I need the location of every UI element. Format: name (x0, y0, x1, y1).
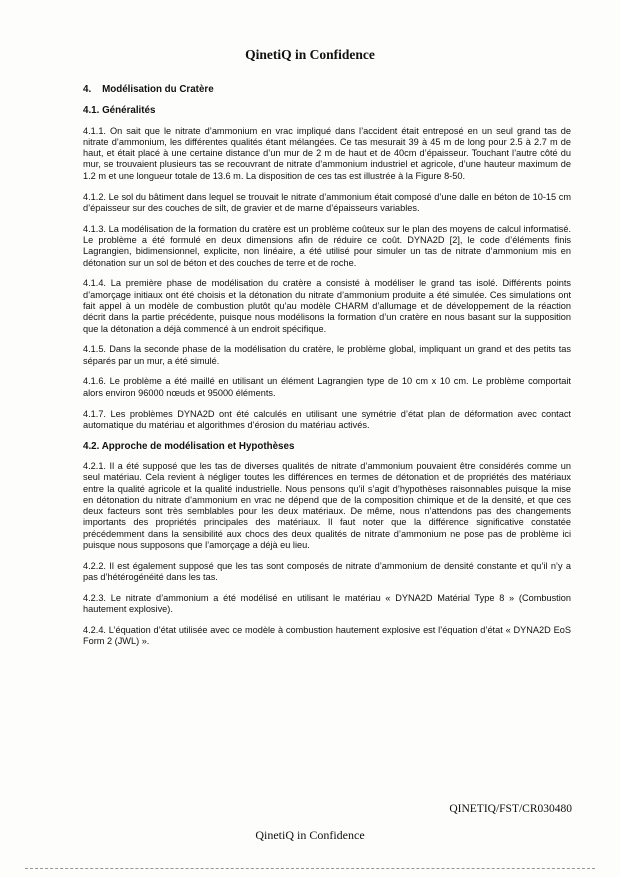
paragraph-4-2-3: 4.2.3. Le nitrate d’ammonium a été modélisé en utilisant le matériau « DYNA2D Matérial Type 8 » (Combustion hautement explosive). (83, 592, 571, 615)
paragraph-4-2-1: 4.2.1. Il a été supposé que les tas de diverses qualités de nitrate d’ammonium pouvaient être considérés comme un seul matériau. Cela revient à négliger toutes les différences en termes de détonation et de propriétés des matériaux entre la qualité agricole et la qualité industrielle. Nous pensons qu’il s’agit d’hypothèses raisonnables puisque la mise en détonation du nitrate d’ammonium en vrac ne dépend que de la composition chimique et de la densité, et que ces deux facteurs sont très semblables pour les deux matériaux. De même, nous n’attendons pas des changements importants des propriétés principales des matériaux. Il faut noter que la différence significative constatée précédemment dans la sensibilité aux chocs des deux qualités de nitrate d’ammonium ne pose pas de problème ici puisque nous supposons que l’amorçage a déjà eu lieu. (83, 460, 571, 550)
header-confidentiality: QinetiQ in Confidence (245, 47, 375, 62)
subsection-title-4-1: 4.1. Généralités (83, 105, 156, 117)
section-heading (83, 84, 571, 95)
document-reference: QINETIQ/FST/CR030480 (449, 803, 572, 815)
footer-confidentiality: QinetiQ in Confidence (255, 828, 365, 842)
section-title: Modélisation du Cratère (102, 84, 214, 95)
paragraph-4-1-2: 4.1.2. Le sol du bâtiment dans lequel se trouvait le nitrate d’ammonium était composé d’une dalle en béton de 10-15 cm d’épaisseur sur des couches de silt, de gravier et de marne d’épaisseurs variables. (83, 191, 571, 213)
paragraph-4-2-4: 4.2.4. L’équation d’état utilisée avec ce modèle à combustion hautement explosive est l’équation d’état « DYNA2D EoS Form 2 (JWL) ». (83, 624, 571, 647)
paragraph-4-2-2: 4.2.2. Il est également supposé que les tas sont composés de nitrate d’ammonium de densité constante et qu’il n’y a pas d’hétérogénéité dans les tas. (83, 560, 571, 583)
section-number: 4. (83, 84, 92, 95)
document-body (83, 84, 571, 657)
paragraph-4-1-5: 4.1.5. Dans la seconde phase de la modélisation du cratère, le problème global, impliquant un grand et des petits tas séparés par un mur, a été simulé. (83, 344, 571, 366)
paragraph-4-1-4: 4.1.4. La première phase de modélisation du cratère a consisté à modéliser le grand tas isolé. Différents points d’amorçage initiaux ont été choisis et la détonation du nitrate d’ammonium produite a été simulée. Ces simulations ont fait appel à un modèle de combustion plutôt qu’au modèle CHARM d’allumage et de développement de la réaction décrit dans la partie précédente, puisque nous modélisons la formation d’un cratère en nous basant sur la supposition que la détonation a déjà commencé à un endroit spécifique. (83, 278, 571, 334)
paragraph-4-1-7: 4.1.7. Les problèmes DYNA2D ont été calculés en utilisant une symétrie d’état plan de déformation avec contact automatique du matériau et algorithmes d’érosion du matériau activés. (83, 408, 571, 430)
paragraph-4-1-3: 4.1.3. La modélisation de la formation du cratère est un problème coûteux sur le plan des moyens de calcul informatisé. Le problème a été formulé en deux dimensions afin de réduire ce coût. DYNA2D [2], le code d’éléments finis Lagrangien, bidimensionnel, explicite, non linéaire, a été utilisé pour simuler un tas de nitrate d’ammonium mis en détonation sur un sol de béton et des couches de terre et de roche. (83, 223, 571, 268)
paragraph-4-1-1: 4.1.1. On sait que le nitrate d’ammonium en vrac impliqué dans l’accident était entreposé en un seul grand tas de nitrate d’ammonium, les différentes qualités étant mélangées. Ce tas mesurait 39 à 45 m de long pour 2.5 à 2.7 m de haut, et était placé à une certaine distance d’un mur de 2 m de haut et de 40cm d’épaisseur. Touchant l’autre côté du mur, se trouvaient plusieurs tas se recouvrant de nitrate d’ammonium industriel et agricole, d’une hauteur maximum de 1.2 m et une longueur totale de 13.6 m. La disposition de ces tas est illustrée à la Figure 8-50. (83, 125, 571, 181)
subsection-title-4-2: 4.2. Approche de modélisation et Hypothèses (83, 440, 295, 452)
scan-edge-line (25, 868, 595, 871)
paragraph-4-1-6: 4.1.6. Le problème a été maillé en utilisant un élément Lagrangien type de 10 cm x 10 cm. Le problème comportait alors environ 96000 nœuds et 95000 éléments. (83, 376, 571, 398)
